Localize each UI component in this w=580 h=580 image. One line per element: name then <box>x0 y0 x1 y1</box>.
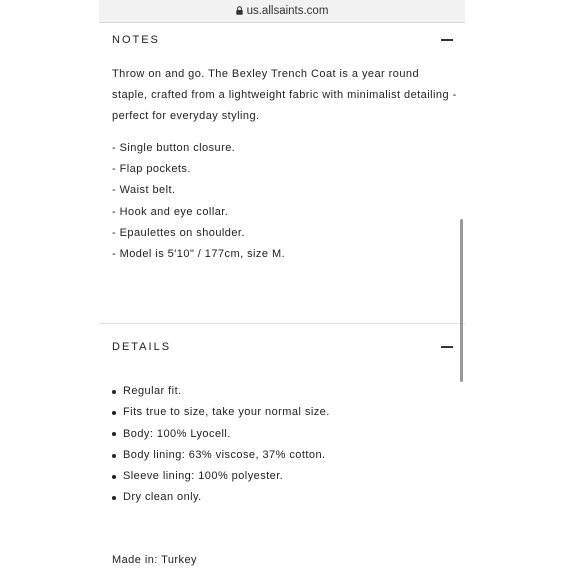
lock-icon <box>236 6 243 15</box>
list-item: - Flap pockets. <box>112 163 191 176</box>
bullet-icon <box>112 475 116 479</box>
bullet-icon <box>112 454 116 458</box>
bullet-icon <box>112 432 116 436</box>
list-item: - Waist belt. <box>112 184 176 197</box>
details-title: DETAILS <box>112 341 172 353</box>
notes-title: NOTES <box>112 34 160 46</box>
list-item <box>112 487 330 508</box>
list-item: - Single button closure. <box>112 142 236 154</box>
list-item-text: Dry clean only. <box>123 491 202 504</box>
product-description: Throw on and go. The Bexley Trench Coat is a year round staple, crafted from a lightweight fabric with minimalist detailing - perfect for everyday styling. <box>112 68 457 122</box>
section-divider <box>99 323 465 324</box>
list-item-text: Body lining: 63% viscose, 37% cotton. <box>123 448 326 461</box>
list-item <box>112 466 330 487</box>
list-item <box>112 381 330 402</box>
list-item: - Hook and eye collar. <box>112 205 229 218</box>
bullet-icon <box>112 411 116 415</box>
list-item-text: Regular fit. <box>123 385 182 397</box>
list-item-text: Fits true to size, take your normal size. <box>123 406 330 419</box>
list-item <box>112 402 330 423</box>
list-item <box>112 424 330 445</box>
bullet-icon <box>112 496 116 500</box>
details-section-header[interactable] <box>112 338 453 356</box>
url-text: us.allsaints.com <box>246 5 329 17</box>
list-item: - Epaulettes on shoulder. <box>112 226 245 239</box>
list-item-text: Body: 100% Lyocell. <box>123 427 231 440</box>
list-item-text: Sleeve lining: 100% polyester. <box>123 470 284 483</box>
bullet-icon <box>112 390 116 394</box>
list-item <box>112 445 330 466</box>
made-in-text: Made in: Turkey <box>112 554 198 566</box>
notes-feature-list <box>112 138 285 265</box>
minus-icon[interactable] <box>441 34 453 46</box>
list-item: - Model is 5'10" / 177cm, size M. <box>112 247 286 260</box>
minus-icon[interactable] <box>441 341 453 353</box>
details-list <box>112 381 330 509</box>
notes-section-header[interactable] <box>112 31 453 49</box>
scrollbar[interactable] <box>460 219 463 382</box>
phone-screen <box>99 0 465 580</box>
browser-url-bar[interactable] <box>99 0 465 23</box>
